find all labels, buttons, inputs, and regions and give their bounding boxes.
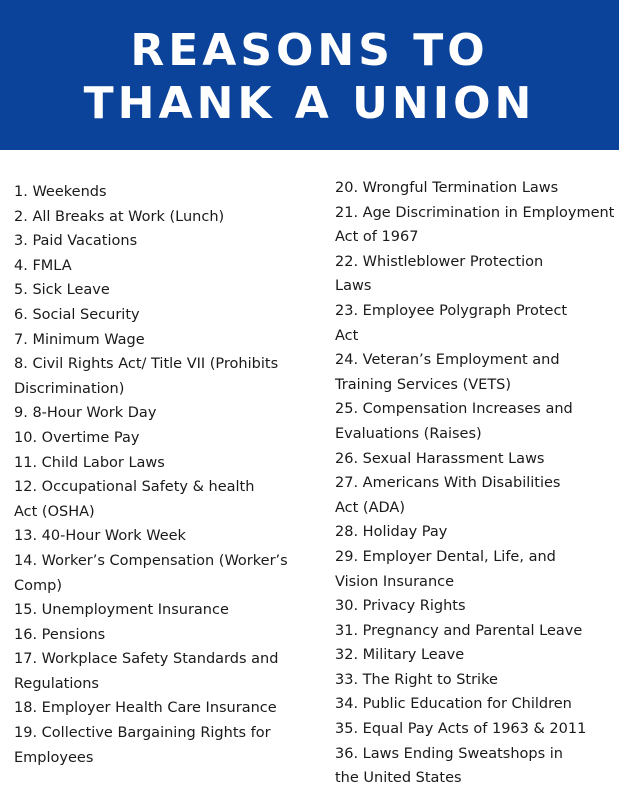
list-item [335, 668, 617, 693]
list-item [335, 520, 617, 545]
title-line-2: THANK A UNION [83, 78, 536, 129]
list-item [335, 397, 617, 446]
list-item-line: 34. Public Education for Children [335, 696, 572, 713]
list-item [14, 303, 314, 328]
list-item-line: 9. 8-Hour Work Day [14, 405, 157, 422]
list-item [14, 278, 314, 303]
list-item-line: 12. Occupational Safety & health [14, 479, 255, 496]
list-item-line: Act (OSHA) [14, 503, 95, 520]
list-item-line: the United States [335, 770, 462, 787]
list-item-line: Laws [335, 278, 372, 295]
list-item-line: 8. Civil Rights Act/ Title VII (Prohibits [14, 356, 279, 373]
list-item-line: 36. Laws Ending Sweatshops in [335, 745, 563, 762]
list-item-line: 22. Whistleblower Protection [335, 253, 544, 270]
list-item-line: 11. Child Labor Laws [14, 454, 165, 471]
list-item [14, 205, 314, 230]
list-item [335, 594, 617, 619]
list-item-line: Comp) [14, 577, 62, 594]
list-item-line: 32. Military Leave [335, 647, 465, 664]
list-item-line: Act (ADA) [335, 499, 405, 516]
list-item [14, 352, 314, 401]
list-item-line: 27. Americans With Disabilities [335, 475, 561, 492]
list-item [14, 549, 314, 598]
reasons-list-left [14, 180, 314, 770]
list-item [14, 401, 314, 426]
list-item [335, 176, 617, 201]
list-item [14, 254, 314, 279]
list-item [14, 623, 314, 648]
list-item [14, 328, 314, 353]
list-item-line: 19. Collective Bargaining Rights for [14, 725, 271, 742]
list-item-line: 6. Social Security [14, 306, 140, 323]
list-item [14, 647, 314, 696]
list-item-line: 18. Employer Health Care Insurance [14, 700, 277, 717]
list-item [335, 250, 617, 299]
list-item-line: 33. The Right to Strike [335, 671, 498, 688]
list-item [335, 545, 617, 594]
list-item-line: 29. Employer Dental, Life, and [335, 548, 556, 565]
list-item [14, 475, 314, 524]
list-item [14, 426, 314, 451]
list-item-line: 5. Sick Leave [14, 282, 110, 299]
list-item-line: Act of 1967 [335, 229, 419, 246]
list-item-line: 20. Wrongful Termination Laws [335, 180, 559, 196]
list-item-line: 23. Employee Polygraph Protect [335, 302, 568, 319]
list-item-line: 21. Age Discrimination in Employment [335, 204, 615, 221]
list-item [335, 299, 617, 348]
list-item-line: 4. FMLA [14, 257, 72, 274]
title-line-1: REASONS TO [130, 25, 489, 76]
list-item [14, 721, 314, 770]
list-item-line: Vision Insurance [335, 573, 455, 590]
list-item-line: 10. Overtime Pay [14, 429, 140, 446]
list-item [335, 742, 617, 791]
list-item-line: 24. Veteran’s Employment and [335, 352, 560, 369]
list-item-line: 1. Weekends [14, 184, 107, 200]
list-item-line: 7. Minimum Wage [14, 331, 145, 348]
list-item-line: Employees [14, 749, 94, 766]
list-item [335, 348, 617, 397]
list-item [335, 619, 617, 644]
list-item-line: Training Services (VETS) [335, 376, 512, 393]
list-item [14, 229, 314, 254]
list-item [335, 692, 617, 717]
list-item-line: 31. Pregnancy and Parental Leave [335, 622, 583, 639]
list-item [14, 451, 314, 476]
list-item-line: Act [335, 327, 359, 344]
reasons-list-right [335, 176, 617, 791]
list-item [14, 524, 314, 549]
list-item-line: 17. Workplace Safety Standards and [14, 651, 279, 668]
list-item-line: 15. Unemployment Insurance [14, 602, 229, 619]
list-item-line: 14. Worker’s Compensation (Worker’s [14, 552, 288, 569]
list-item-line: Evaluations (Raises) [335, 425, 482, 442]
list-item-line: 30. Privacy Rights [335, 598, 466, 615]
list-item [335, 717, 617, 742]
list-item-line: 25. Compensation Increases and [335, 401, 573, 418]
list-item-line: 13. 40-Hour Work Week [14, 528, 186, 545]
list-item-line: 2. All Breaks at Work (Lunch) [14, 208, 225, 225]
list-item-line: 16. Pensions [14, 626, 106, 643]
list-item [14, 180, 314, 205]
list-item-line: Discrimination) [14, 380, 125, 397]
list-item [14, 598, 314, 623]
list-item [335, 447, 617, 472]
list-item-line: 3. Paid Vacations [14, 233, 138, 250]
list-item [14, 696, 314, 721]
list-item-line: 28. Holiday Pay [335, 524, 448, 541]
list-item-line: 35. Equal Pay Acts of 1963 & 2011 [335, 721, 587, 738]
header-banner [0, 0, 619, 150]
list-item [335, 643, 617, 668]
list-item [335, 471, 617, 520]
list-item-line: Regulations [14, 675, 99, 692]
list-item-line: 26. Sexual Harassment Laws [335, 450, 545, 467]
list-item [335, 201, 617, 250]
